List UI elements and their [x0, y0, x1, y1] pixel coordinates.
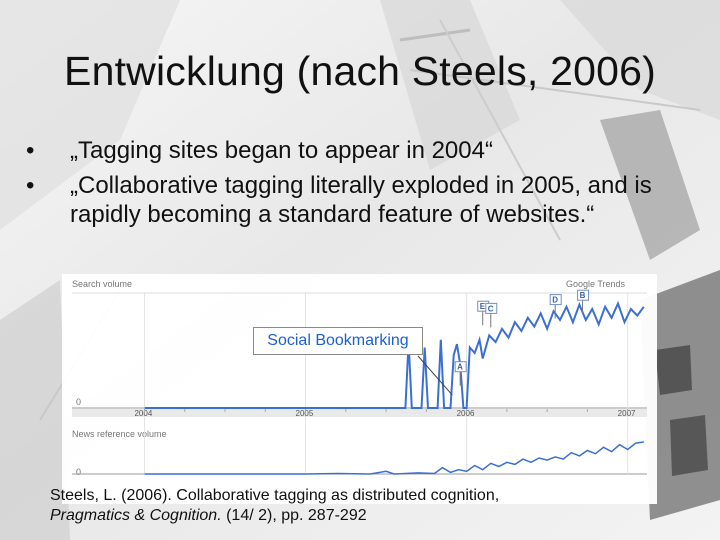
- reference-volume: (14/ 2), pp. 287-292: [221, 507, 367, 524]
- reference-line-1: Steels, L. (2006). Collaborative tagging as distributed cognition,: [50, 487, 500, 504]
- news-zero-label: 0: [76, 467, 82, 477]
- marker-label-D: D: [552, 295, 558, 305]
- reference-citation: [50, 486, 610, 526]
- marker-label-B: B: [579, 291, 586, 301]
- marker-label-E: E: [479, 302, 486, 312]
- google-trends-chart: [62, 274, 657, 504]
- reference-journal: Pragmatics & Cognition.: [50, 507, 222, 524]
- x-tick-label-2005: 2005: [295, 409, 314, 418]
- bullet-item-1: [26, 136, 686, 165]
- x-tick-label-2006: 2006: [456, 409, 475, 418]
- bullet-marker: •: [26, 172, 35, 199]
- y-zero-label: 0: [76, 397, 82, 407]
- reference-line-2: [50, 506, 610, 526]
- marker-label-A: A: [457, 362, 463, 372]
- slide-title: Entwicklung (nach Steels, 2006): [64, 48, 656, 94]
- bullet-marker: •: [26, 137, 35, 164]
- social-bookmarking-callout: Social Bookmarking: [253, 327, 423, 355]
- google-trends-label: Google Trends: [566, 279, 626, 289]
- bullet-item-2: [26, 171, 686, 229]
- x-tick-label-2004: 2004: [134, 409, 153, 418]
- bullet-list: [26, 136, 686, 235]
- bullet-text-1: „Tagging sites began to appear in 2004“: [70, 137, 493, 164]
- news-volume-label: News reference volume: [72, 429, 167, 439]
- x-axis-band: [72, 409, 647, 417]
- marker-label-C: C: [487, 304, 494, 314]
- search-volume-label: Search volume: [72, 279, 133, 289]
- x-tick-label-2007: 2007: [617, 409, 636, 418]
- bullet-text-2: „Collaborative tagging literally exploded in 2005, and is rapidly becoming a standard feature of websites.“: [70, 172, 652, 228]
